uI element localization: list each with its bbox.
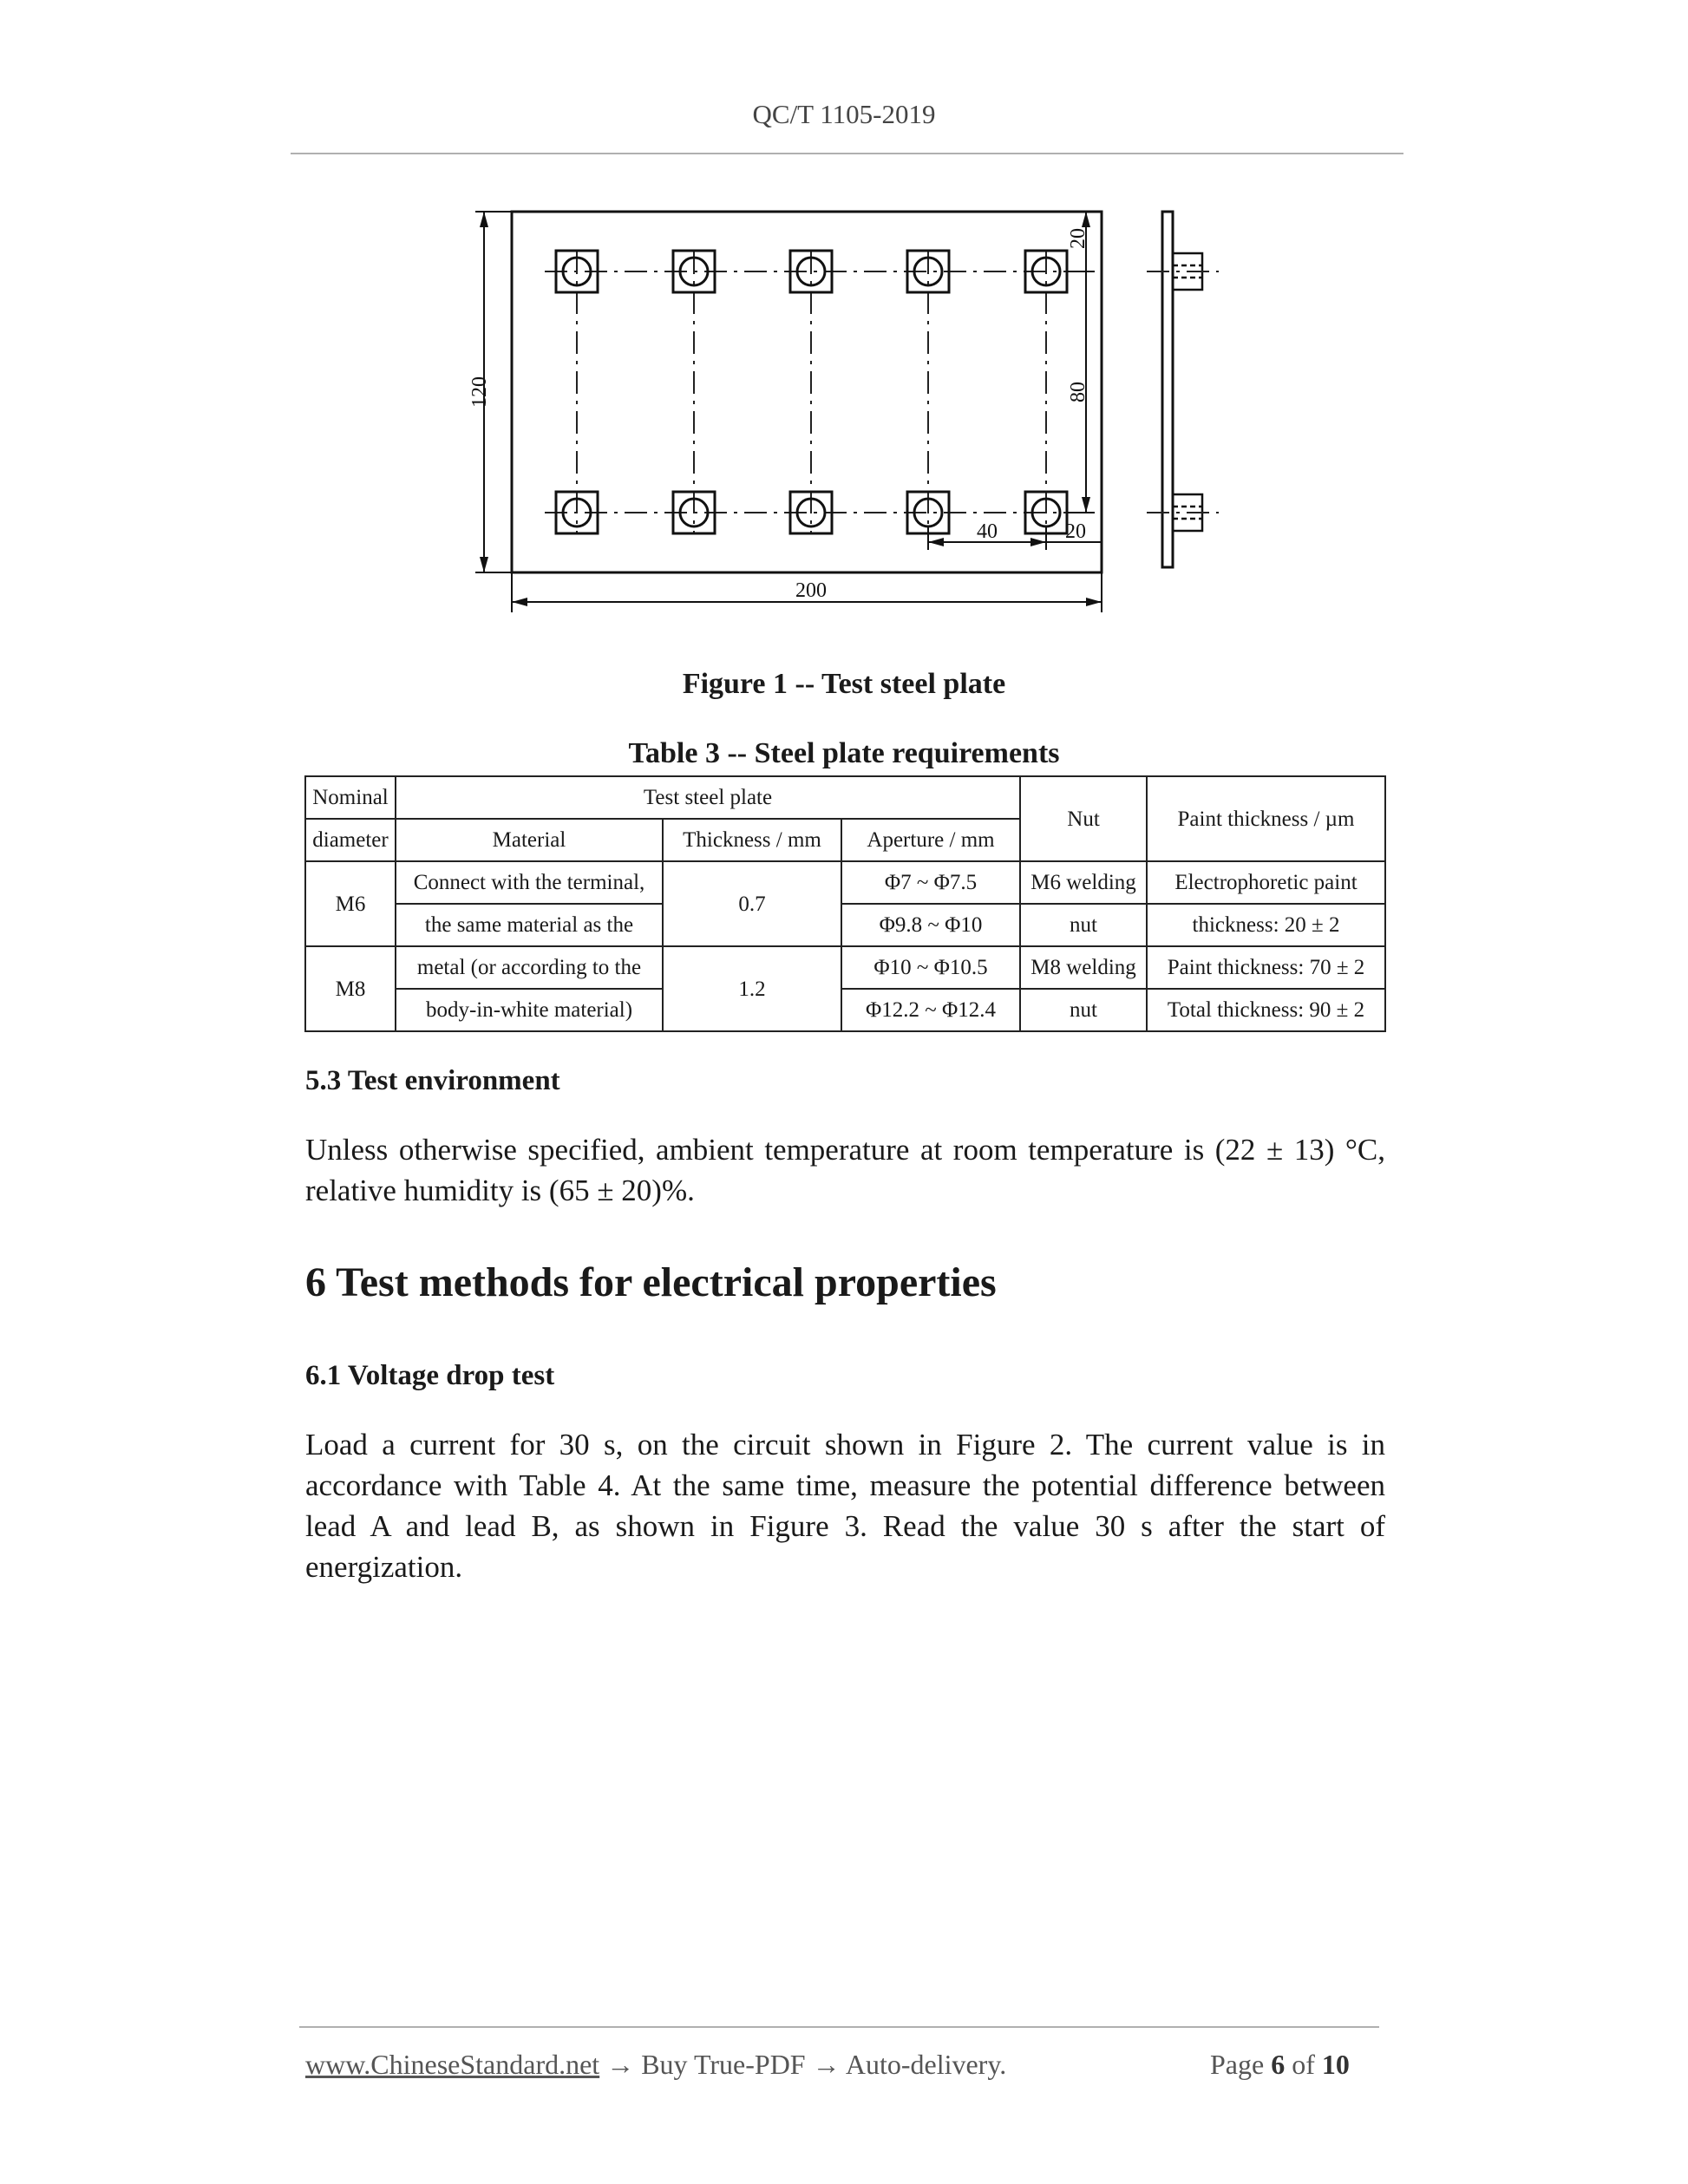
- side-centerlines: [1147, 271, 1219, 513]
- cell-paint: Total thickness: 90 ± 2: [1147, 989, 1385, 1031]
- dim-top-margin-label: 20: [1067, 228, 1089, 249]
- table-row: [305, 989, 1385, 1031]
- side-view-plate: [1162, 212, 1173, 567]
- arrow-icon: →: [812, 2049, 841, 2080]
- footer-divider: [299, 2026, 1379, 2028]
- cell-aperture: Φ12.2 ~ Φ12.4: [841, 989, 1020, 1031]
- current-page-number: 6: [1271, 2049, 1286, 2080]
- steel-plate-outline: [512, 212, 1102, 572]
- dim-right-margin-label: 20: [1065, 520, 1086, 543]
- cell-material: Connect with the terminal,: [396, 861, 663, 904]
- header-thickness: Thickness / mm: [663, 819, 841, 861]
- total-pages-number: 10: [1321, 2049, 1350, 2080]
- dim-width-label: 200: [795, 579, 827, 602]
- cell-nut: M6 welding: [1020, 861, 1147, 904]
- section-5-3-heading: 5.3 Test environment: [305, 1065, 560, 1096]
- section-6-heading: 6 Test methods for electrical properties: [305, 1259, 997, 1305]
- section-6-1-paragraph: Load a current for 30 s, on the circuit shown in Figure 2. The current value is in accordance with Table 4. At the same time, measure the potential difference between lead A and lead B, as shown in Figure 3. Read the value 30 s after the start of energization.: [305, 1428, 1385, 1584]
- cell-thickness: 0.7: [663, 861, 841, 946]
- test-steel-plate-figure: [0, 0, 1688, 659]
- cell-paint: Paint thickness: 70 ± 2: [1147, 946, 1385, 989]
- header-nominal: Nominal: [305, 776, 396, 819]
- table-header-row: [305, 776, 1385, 819]
- table-row: [305, 861, 1385, 904]
- page-indicator: [1210, 2049, 1350, 2081]
- section-5-3-paragraph: Unless otherwise specified, ambient temperature at room temperature is (22 ± 13) °C, relative humidity is (65 ± 20)%.: [305, 1133, 1385, 1207]
- buy-true-pdf-link[interactable]: Buy True-PDF: [641, 2049, 806, 2080]
- cell-nut: nut: [1020, 989, 1147, 1031]
- cell-material: the same material as the: [396, 904, 663, 946]
- header-diameter: diameter: [305, 819, 396, 861]
- footer-promo: [305, 2049, 1006, 2081]
- cell-nut: nut: [1020, 904, 1147, 946]
- cell-aperture: Φ9.8 ~ Φ10: [841, 904, 1020, 946]
- cell-thickness: 1.2: [663, 946, 841, 1031]
- figure-caption: Figure 1 -- Test steel plate: [682, 668, 1006, 700]
- arrow-icon: →: [606, 2049, 635, 2080]
- cell-material: body-in-white material): [396, 989, 663, 1031]
- cell-aperture: Φ7 ~ Φ7.5: [841, 861, 1020, 904]
- dim-horizontal-pitch-label: 40: [977, 520, 998, 543]
- table-row: [305, 946, 1385, 989]
- section-6-1-heading: 6.1 Voltage drop test: [305, 1360, 555, 1391]
- dim-height-label: 120: [468, 376, 491, 408]
- cell-paint: thickness: 20 ± 2: [1147, 904, 1385, 946]
- table-row: [305, 904, 1385, 946]
- header-aperture: Aperture / mm: [841, 819, 1020, 861]
- of-label: of: [1292, 2049, 1315, 2080]
- cell-diameter: M8: [305, 946, 396, 1031]
- table-caption: Table 3 -- Steel plate requirements: [628, 737, 1060, 769]
- cell-nut: M8 welding: [1020, 946, 1147, 989]
- site-link[interactable]: www.ChineseStandard.net: [305, 2049, 600, 2080]
- cell-aperture: Φ10 ~ Φ10.5: [841, 946, 1020, 989]
- steel-plate-requirements-table: [304, 775, 1386, 1032]
- auto-delivery-text: Auto-delivery.: [845, 2049, 1007, 2080]
- header-nut: Nut: [1020, 776, 1147, 861]
- cell-material: metal (or according to the: [396, 946, 663, 989]
- side-view-nuts: [1173, 253, 1202, 531]
- header-material: Material: [396, 819, 663, 861]
- dim-vertical-pitch-label: 80: [1067, 382, 1089, 402]
- page-label: Page: [1210, 2049, 1265, 2080]
- header-paint-thickness: Paint thickness / µm: [1147, 776, 1385, 861]
- cell-diameter: M6: [305, 861, 396, 946]
- cell-paint: Electrophoretic paint: [1147, 861, 1385, 904]
- header-test-steel-plate: Test steel plate: [396, 776, 1020, 819]
- document-code-header: QC/T 1105-2019: [752, 99, 936, 129]
